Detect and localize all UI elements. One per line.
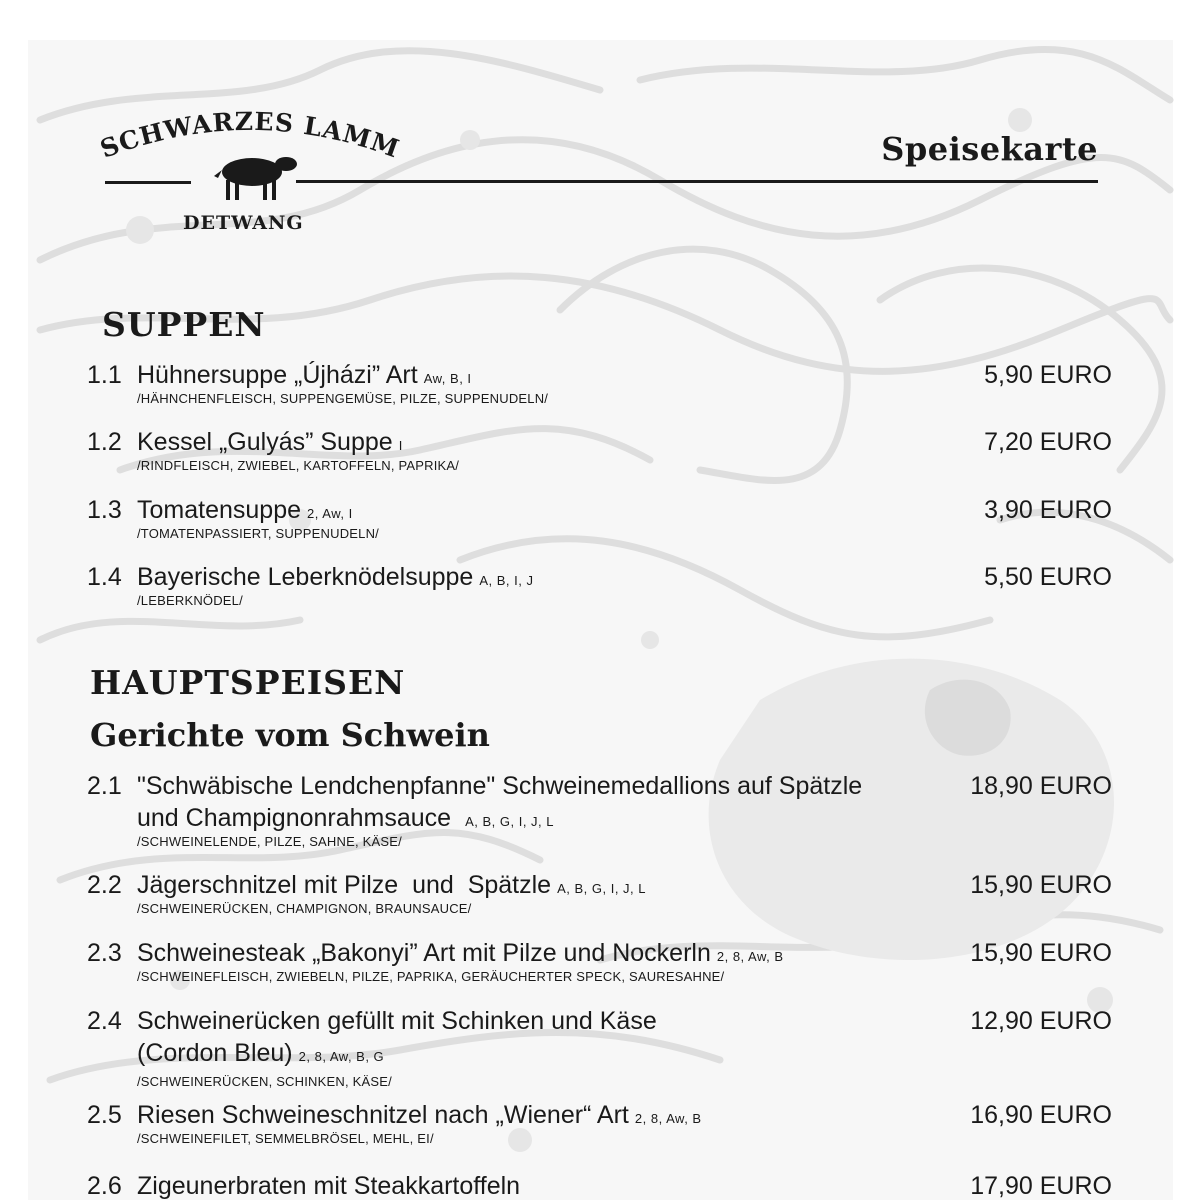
item-allergens: I xyxy=(398,438,403,453)
item-allergens: A, B, G, I, J, L xyxy=(465,814,555,829)
item-name: Hühnersuppe „Újházi” Art xyxy=(137,361,418,389)
item-price: 15,90 EURO xyxy=(970,939,1112,967)
item-name: Tomatensuppe xyxy=(137,496,302,524)
logo-name: SCHWARZES LAMM xyxy=(96,106,404,164)
menu-item xyxy=(87,1170,1112,1202)
item-name: Riesen Schweineschnitzel nach „Wiener“ Art xyxy=(137,1101,629,1129)
item-allergens: A, B, I, J xyxy=(479,573,534,588)
item-description: /SCHWEINERÜCKEN, CHAMPIGNON, BRAUNSAUCE/ xyxy=(137,901,472,916)
item-number: 2.2 xyxy=(87,871,122,899)
item-name: Schweinerücken gefüllt mit Schinken und Käse (Cordon Bleu) xyxy=(137,1007,657,1067)
item-name: Kessel „Gulyás” Suppe xyxy=(137,428,393,456)
menu-item xyxy=(87,1005,1112,1091)
item-price: 7,20 EURO xyxy=(984,428,1112,456)
menu-item xyxy=(87,426,1112,475)
item-name: Zigeunerbraten mit Steakkartoffeln xyxy=(137,1172,521,1200)
item-allergens: A, B, G, I, J, L xyxy=(557,881,647,896)
header-divider xyxy=(296,180,1098,183)
menu-item xyxy=(87,494,1112,543)
item-number: 2.1 xyxy=(87,772,122,800)
item-description: /HÄHNCHENFLEISCH, SUPPENGEMÜSE, PILZE, SUPPENUDELN/ xyxy=(137,391,549,406)
item-description: /RINDFLEISCH, ZWIEBEL, KARTOFFELN, PAPRIKA/ xyxy=(137,458,460,473)
item-description: /LEBERKNÖDEL/ xyxy=(137,593,243,608)
item-name: "Schwäbische Lendchenpfanne" Schweinemedallions auf Spätzle und Champignonrahmsauce xyxy=(137,772,863,832)
logo-location: DETWANG xyxy=(183,212,304,234)
item-price: 12,90 EURO xyxy=(970,1007,1112,1035)
menu-title: Speisekarte xyxy=(881,130,1098,168)
item-description: /SCHWEINELENDE, PILZE, SAHNE, KÄSE/ xyxy=(137,834,402,849)
section-title-hauptspeisen: HAUPTSPEISEN xyxy=(90,663,406,702)
item-name: Schweinesteak „Bakonyi” Art mit Pilze und Nockerln xyxy=(137,939,711,967)
item-name: Bayerische Leberknödelsuppe xyxy=(137,563,474,591)
item-number: 2.5 xyxy=(87,1101,122,1129)
item-price: 5,50 EURO xyxy=(984,563,1112,591)
item-name: Jägerschnitzel mit Pilze und Spätzle xyxy=(137,871,552,899)
item-allergens: 2, Aw, I xyxy=(307,506,353,521)
item-allergens: 2, 8, Aw, B xyxy=(716,949,784,964)
item-allergens: 2, 8, Aw, B, G xyxy=(298,1049,385,1064)
item-price: 17,90 EURO xyxy=(970,1172,1112,1200)
menu-item xyxy=(87,359,1112,408)
item-price: 15,90 EURO xyxy=(970,871,1112,899)
item-description: /SCHWEINEFLEISCH, ZWIEBELN, PILZE, PAPRIKA, GERÄUCHERTER SPECK, SAURESAHNE/ xyxy=(137,969,725,984)
menu-item xyxy=(87,1099,1112,1148)
item-price: 16,90 EURO xyxy=(970,1101,1112,1129)
item-description: /SCHWEINERÜCKEN, SCHINKEN, KÄSE/ xyxy=(137,1074,392,1089)
item-allergens: 2, 8, Aw, B xyxy=(634,1111,702,1126)
item-number: 1.4 xyxy=(87,563,122,591)
menu-item xyxy=(87,869,1112,918)
item-allergens: Aw, B, I xyxy=(423,371,472,386)
menu-item xyxy=(87,937,1112,986)
item-number: 1.3 xyxy=(87,496,122,524)
item-description: /SCHWEINEFILET, SEMMELBRÖSEL, MEHL, EI/ xyxy=(137,1131,434,1146)
item-price: 5,90 EURO xyxy=(984,361,1112,389)
section-title-suppen: SUPPEN xyxy=(102,305,266,344)
item-number: 2.3 xyxy=(87,939,122,967)
menu-item xyxy=(87,561,1112,610)
subsection-title: Gerichte vom Schwein xyxy=(90,716,490,754)
logo-divider-left xyxy=(105,181,191,184)
item-number: 1.2 xyxy=(87,428,122,456)
menu-item xyxy=(87,770,1112,851)
item-price: 3,90 EURO xyxy=(984,496,1112,524)
item-price: 18,90 EURO xyxy=(970,772,1112,800)
item-number: 2.4 xyxy=(87,1007,122,1035)
item-number: 1.1 xyxy=(87,361,122,389)
sheep-icon xyxy=(208,150,300,202)
item-description: /TOMATENPASSIERT, SUPPENUDELN/ xyxy=(137,526,379,541)
item-number: 2.6 xyxy=(87,1172,122,1200)
